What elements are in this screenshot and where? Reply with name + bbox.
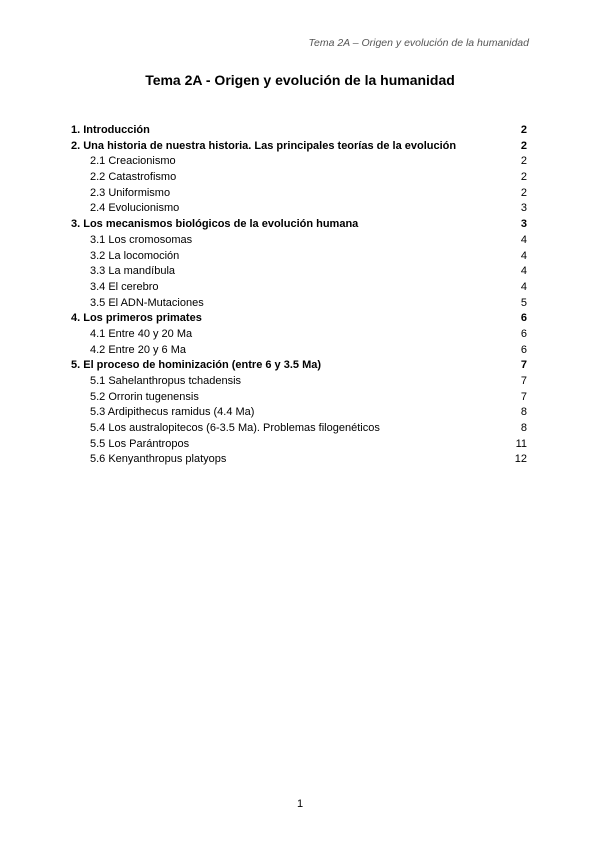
toc-entry-title: 4.1 Entre 40 y 20 Ma [90, 327, 193, 340]
toc-entry-page: 6 [520, 343, 527, 356]
toc-section-entry[interactable] [71, 123, 527, 139]
toc-entry-page: 8 [520, 406, 527, 419]
toc-entry-page: 2 [520, 139, 527, 152]
toc-entry-title: 3.5 El ADN-Mutaciones [90, 296, 204, 309]
toc-subsection-entry[interactable] [71, 201, 527, 217]
toc-subsection-entry[interactable] [71, 437, 527, 453]
toc-entry-title: 5.6 Kenyanthropus platyops [90, 453, 227, 466]
toc-entry-title: 2.3 Uniformismo [90, 186, 171, 199]
running-header: Tema 2A – Origen y evolución de la humanidad [308, 37, 529, 49]
toc-section-entry[interactable] [71, 358, 527, 374]
toc-entry-page: 4 [520, 265, 527, 278]
toc-subsection-entry[interactable] [71, 186, 527, 202]
toc-entry-title: 3.4 El cerebro [90, 280, 159, 293]
toc-entry-page: 2 [520, 124, 527, 136]
toc-entry-page: 5 [520, 296, 527, 309]
toc-subsection-entry[interactable] [71, 280, 527, 296]
toc-entry-title: 5.3 Ardipithecus ramidus (4.4 Ma) [90, 406, 255, 419]
toc-entry-page: 8 [520, 422, 527, 435]
table-of-contents [71, 123, 527, 468]
toc-subsection-entry[interactable] [71, 249, 527, 265]
toc-subsection-entry[interactable] [71, 296, 527, 312]
toc-entry-title: 5. El proceso de hominización (entre 6 y 3.5 Ma) [71, 359, 322, 372]
toc-entry-title: 2.4 Evolucionismo [90, 202, 180, 215]
toc-subsection-entry[interactable] [71, 405, 527, 421]
toc-entry-page: 6 [520, 327, 527, 340]
toc-entry-page: 7 [520, 375, 527, 387]
toc-entry-page: 12 [514, 453, 527, 466]
toc-entry-title: 2.2 Catastrofismo [90, 171, 177, 184]
toc-entry-page: 4 [520, 280, 527, 293]
toc-subsection-entry[interactable] [71, 264, 527, 280]
toc-entry-page: 2 [520, 186, 527, 199]
toc-entry-page: 7 [520, 359, 527, 372]
toc-subsection-entry[interactable] [71, 170, 527, 186]
toc-entry-title: 5.5 Los Parántropos [90, 437, 190, 450]
toc-subsection-entry[interactable] [71, 390, 527, 406]
toc-entry-title: 5.1 Sahelanthropus tchadensis [90, 375, 242, 387]
toc-entry-title: 1. Introducción [71, 124, 150, 136]
toc-subsection-entry[interactable] [71, 421, 527, 437]
toc-entry-title: 3. Los mecanismos biológicos de la evolución humana [71, 218, 359, 231]
toc-entry-title: 5.4 Los australopitecos (6-3.5 Ma). Problemas filogenéticos [90, 422, 380, 435]
toc-entry-title: 5.2 Orrorin tugenensis [90, 390, 199, 403]
toc-entry-title: 2.1 Creacionismo [90, 155, 176, 168]
toc-entry-page: 3 [520, 218, 527, 231]
toc-subsection-entry[interactable] [71, 154, 527, 170]
document-title: Tema 2A - Origen y evolución de la humanidad [145, 72, 455, 88]
toc-entry-title: 4.2 Entre 20 y 6 Ma [90, 343, 186, 356]
toc-entry-page: 3 [520, 202, 527, 215]
toc-entry-page: 6 [520, 312, 527, 325]
toc-section-entry[interactable] [71, 139, 527, 155]
toc-subsection-entry[interactable] [71, 327, 527, 343]
toc-subsection-entry[interactable] [71, 343, 527, 359]
toc-entry-title: 3.3 La mandíbula [90, 265, 176, 278]
toc-entry-page: 2 [520, 155, 527, 168]
toc-section-entry[interactable] [71, 217, 527, 233]
toc-entry-page: 2 [520, 171, 527, 184]
toc-entry-title: 3.2 La locomoción [90, 249, 180, 262]
toc-entry-page: 4 [520, 249, 527, 262]
toc-entry-title: 3.1 Los cromosomas [90, 233, 193, 246]
toc-section-entry[interactable] [71, 311, 527, 327]
toc-subsection-entry[interactable] [71, 452, 527, 468]
toc-entry-page: 7 [520, 390, 527, 403]
toc-entry-title: 4. Los primeros primates [71, 312, 202, 325]
toc-entry-page: 4 [520, 233, 527, 246]
toc-entry-page: 11 [515, 437, 527, 450]
toc-subsection-entry[interactable] [71, 374, 527, 390]
toc-entry-title: 2. Una historia de nuestra historia. Las principales teorías de la evolución [71, 139, 457, 152]
toc-subsection-entry[interactable] [71, 233, 527, 249]
page-number: 1 [296, 798, 304, 810]
